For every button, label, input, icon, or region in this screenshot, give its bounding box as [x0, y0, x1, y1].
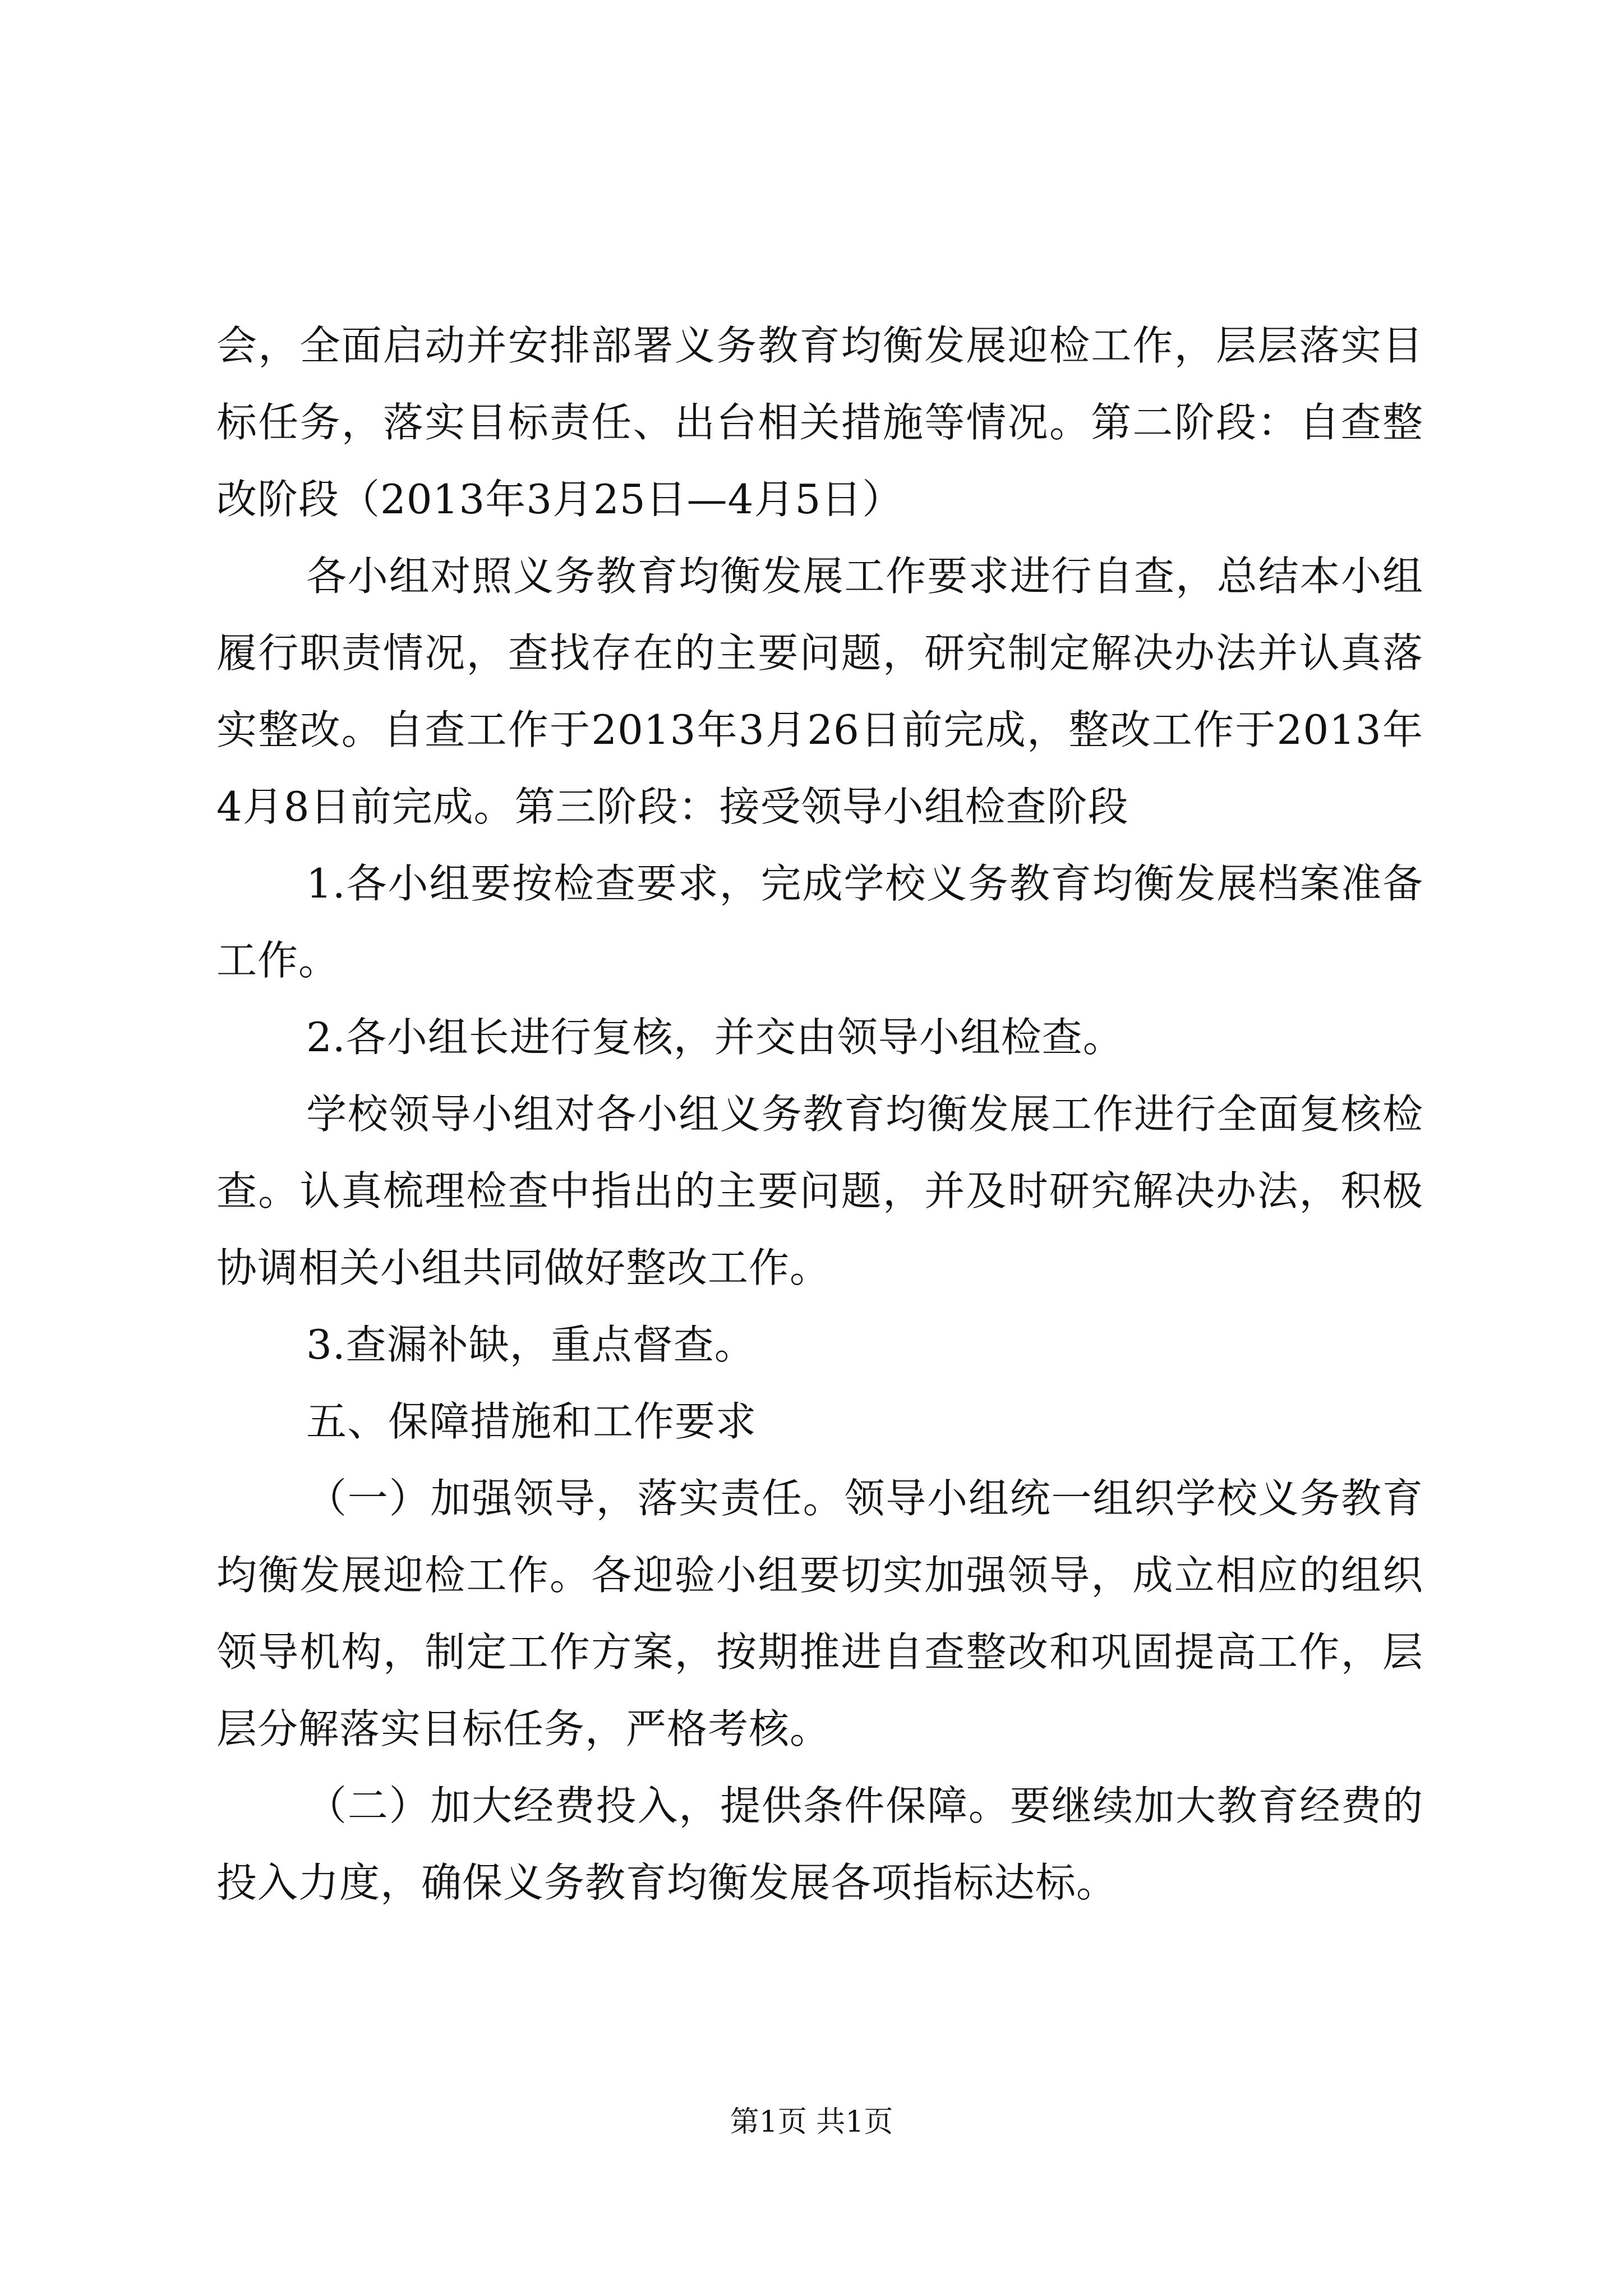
- paragraph-leadership-review: 学校领导小组对各小组义务教育均衡发展工作进行全面复核检查。认真梳理检查中指出的主要问题，并及时研究解决办法，积极协调相关小组共同做好整改工作。: [216, 1091, 1423, 1291]
- paragraph-item-3: 3.查漏补缺，重点督查。: [306, 1321, 755, 1368]
- paragraph-continued: 会，全面启动并安排部署义务教育均衡发展迎检工作，层层落实目标任务，落实目标责任、出台相关措施等情况。第二阶段：自查整改阶段（2013年3月25日—4月5日）: [216, 322, 1423, 523]
- paragraph-self-inspection: 各小组对照义务教育均衡发展工作要求进行自查，总结本小组履行职责情况，查找存在的主要问题，研究制定解决办法并认真落实整改。自查工作于2013年3月26日前完成，整改工作于2013年4月8日前完成。第三阶段：接受领导小组检查阶段: [216, 553, 1423, 830]
- paragraph-measure-2: （二）加大经费投入，提供条件保障。要继续加大教育经费的投入力度，确保义务教育均衡发展各项指标达标。: [216, 1782, 1423, 1906]
- paragraph-measure-1: （一）加强领导，落实责任。领导小组统一组织学校义务教育均衡发展迎检工作。各迎验小组要切实加强领导，成立相应的组织领导机构，制定工作方案，按期推进自查整改和巩固提高工作，层层分解落实目标任务，严格考核。: [216, 1475, 1423, 1752]
- paragraph-item-1: 1.各小组要按检查要求，完成学校义务教育均衡发展档案准备工作。: [216, 860, 1423, 984]
- paragraph-item-2: 2.各小组长进行复核，并交由领导小组检查。: [306, 1014, 1124, 1061]
- document-body: [216, 307, 1423, 1921]
- page-footer: 第1页 共1页: [730, 2105, 893, 2139]
- section-heading-five: 五、保障措施和工作要求: [306, 1398, 757, 1445]
